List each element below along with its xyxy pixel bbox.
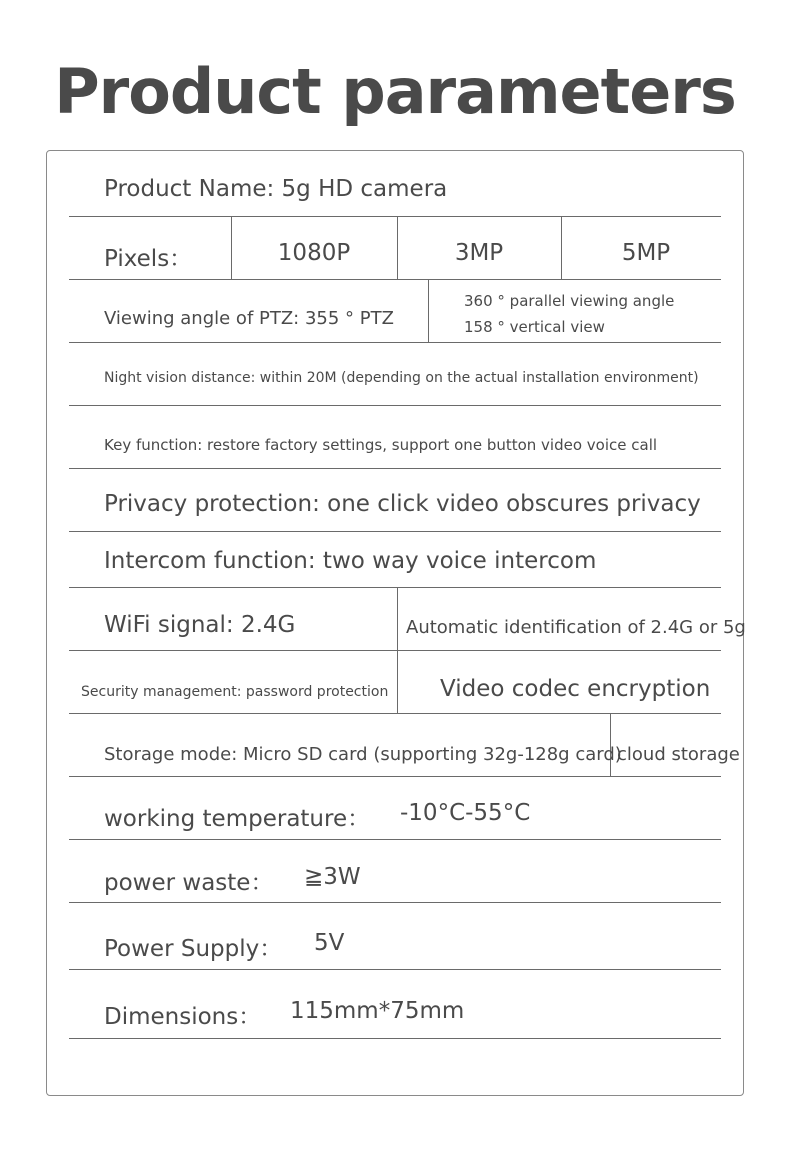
viewing-angle-label: Viewing angle of PTZ: 355 ° PTZ bbox=[104, 308, 394, 329]
viewing-angle-vertical: 158 ° vertical view bbox=[464, 318, 605, 336]
row-divider bbox=[69, 342, 721, 343]
night-vision: Night vision distance: within 20M (depending on the actual installation environment) bbox=[104, 370, 699, 386]
security-management: Security management: password protection bbox=[81, 684, 389, 700]
pixels-5mp: 5MP bbox=[621, 240, 671, 266]
row-divider bbox=[69, 405, 721, 406]
dimensions-label: Dimensions： bbox=[104, 1004, 262, 1030]
storage-mode: Storage mode: Micro SD card (supporting 32g-128g card) bbox=[104, 744, 622, 765]
power-waste-value: ≧3W bbox=[304, 864, 361, 890]
power-supply-label: Power Supply： bbox=[104, 936, 283, 962]
row-divider bbox=[69, 531, 721, 532]
viewing-angle-parallel: 360 ° parallel viewing angle bbox=[464, 292, 675, 310]
row-divider bbox=[69, 468, 721, 469]
row-divider bbox=[69, 776, 721, 777]
row-divider bbox=[69, 713, 721, 714]
cloud-storage: cloud storage bbox=[617, 744, 740, 765]
video-codec-encryption: Video codec encryption bbox=[440, 676, 711, 702]
row-divider bbox=[69, 902, 721, 903]
column-divider bbox=[428, 279, 429, 342]
product-name: Product Name: 5g HD camera bbox=[104, 176, 448, 202]
intercom-function: Intercom function: two way voice intercom bbox=[104, 548, 597, 574]
working-temperature-value: -10°C-55°C bbox=[400, 800, 531, 826]
row-divider bbox=[69, 650, 721, 651]
privacy-protection: Privacy protection: one click video obscures privacy bbox=[104, 491, 701, 517]
row-divider bbox=[69, 839, 721, 840]
row-divider bbox=[69, 279, 721, 280]
page-title: Product parameters bbox=[54, 55, 736, 128]
working-temperature-label: working temperature： bbox=[104, 806, 371, 832]
pixels-label: Pixels： bbox=[104, 246, 193, 272]
key-function: Key function: restore factory settings, support one button video voice call bbox=[104, 436, 658, 454]
pixels-3mp: 3MP bbox=[454, 240, 504, 266]
wifi-auto-identification: Automatic identification of 2.4G or 5g bbox=[406, 617, 746, 638]
row-divider bbox=[69, 587, 721, 588]
power-supply-value: 5V bbox=[314, 930, 345, 956]
row-divider bbox=[69, 969, 721, 970]
pixels-1080p: 1080P bbox=[277, 240, 351, 266]
row-divider bbox=[69, 216, 721, 217]
row-divider bbox=[69, 1038, 721, 1039]
power-waste-label: power waste： bbox=[104, 870, 274, 896]
dimensions-value: 115mm*75mm bbox=[290, 998, 465, 1024]
wifi-signal: WiFi signal: 2.4G bbox=[104, 612, 296, 638]
column-divider bbox=[397, 587, 398, 713]
